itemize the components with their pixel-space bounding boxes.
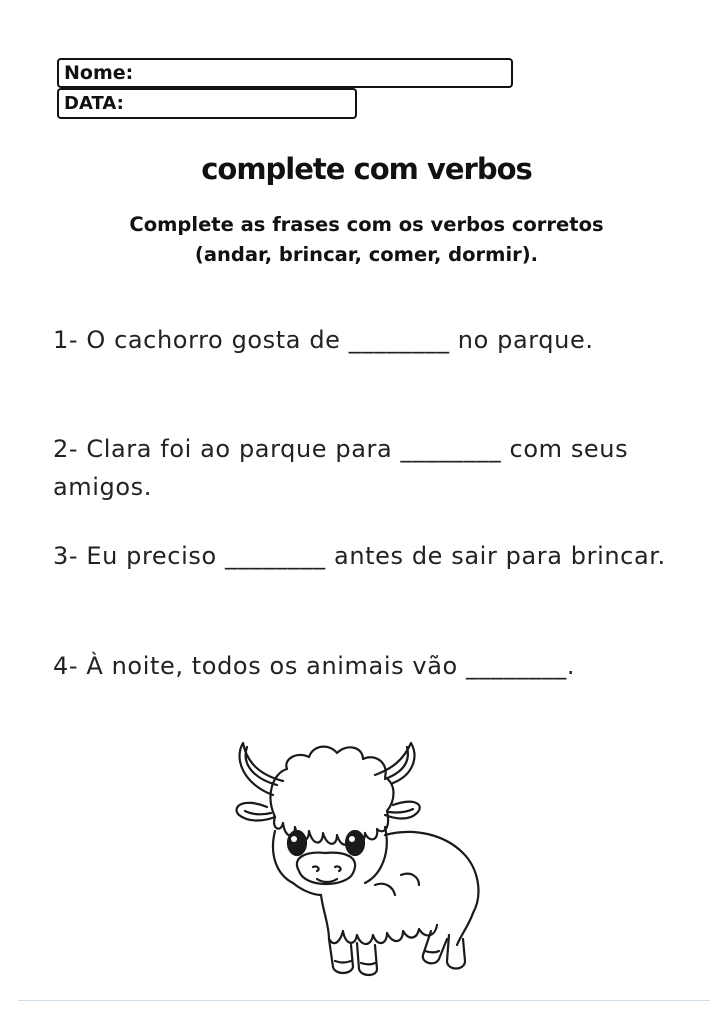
question-4: 4- À noite, todos os animais vão ________.: [53, 652, 576, 680]
page-title: complete com verbos: [201, 152, 532, 186]
yak-icon: [225, 735, 490, 985]
date-field[interactable]: [57, 88, 357, 119]
date-label: DATA:: [64, 93, 124, 114]
page-divider: [18, 1000, 710, 1001]
question-2: 2- Clara foi ao parque para ________ com seus amigos.: [53, 435, 629, 501]
instruction-line-2: (andar, brincar, comer, dormir).: [194, 243, 539, 266]
name-field[interactable]: [57, 58, 513, 88]
yak-illustration: [225, 735, 490, 989]
instruction-line-1: Complete as frases com os verbos corretos: [129, 213, 604, 236]
question-1: 1- O cachorro gosta de ________ no parque.: [53, 326, 594, 354]
name-label: Nome:: [64, 62, 134, 84]
question-3: 3- Eu preciso ________ antes de sair para brincar.: [53, 542, 666, 570]
